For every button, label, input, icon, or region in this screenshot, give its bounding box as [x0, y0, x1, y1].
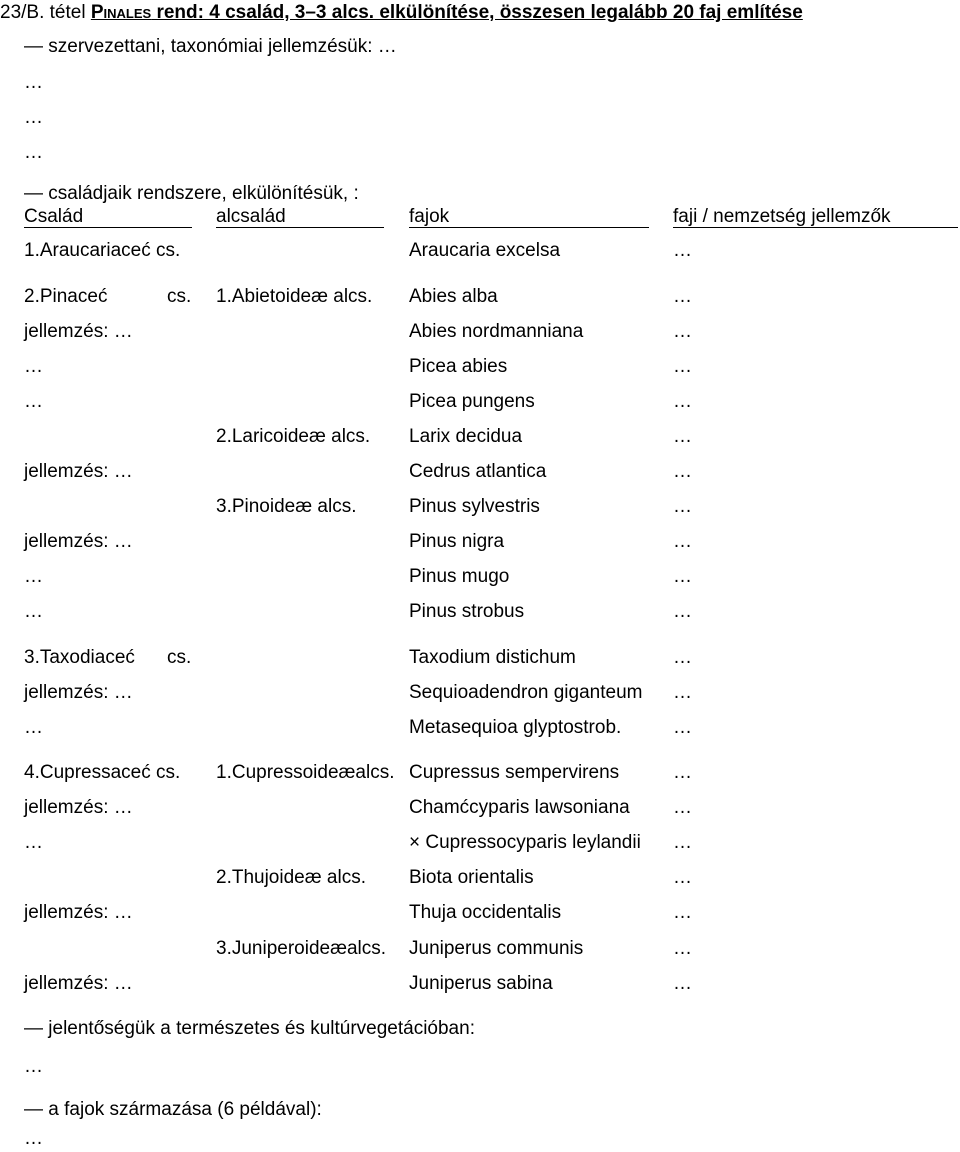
ellipsis-line: … [24, 1056, 43, 1077]
table-row [0, 832, 960, 854]
species-cell: Pinus strobus [409, 601, 525, 622]
family-cell: jellemzés: … [24, 902, 133, 923]
family-cell: … [24, 566, 43, 587]
species-cell: Cupressus sempervirens [409, 762, 620, 783]
family-cell: jellemzés: … [24, 682, 133, 703]
table-row [0, 286, 960, 308]
table-row [0, 867, 960, 889]
table-row [0, 531, 960, 553]
traits-cell: … [673, 797, 692, 818]
species-cell: × Cupressocyparis leylandii [409, 832, 641, 853]
table-row [0, 496, 960, 518]
subfamily-cell: 2.Laricoideæ alcs. [216, 426, 371, 447]
subfamily-cell: 3.Pinoideæ alcs. [216, 496, 357, 517]
table-row [0, 682, 960, 704]
species-cell: Pinus nigra [409, 531, 505, 552]
family-cell: … [24, 717, 43, 738]
family-rank-cell: cs. [167, 286, 192, 307]
traits-cell: … [673, 832, 692, 853]
traits-cell: … [673, 496, 692, 517]
table-row [0, 321, 960, 343]
species-cell: Cedrus atlantica [409, 461, 547, 482]
table-row [0, 566, 960, 588]
family-cell: … [24, 601, 43, 622]
traits-cell: … [673, 240, 692, 261]
page-title [0, 2, 803, 24]
family-cell: 2.Pinaceć [24, 286, 108, 307]
subfamily-cell: 1.Cupressoideæalcs. [216, 762, 395, 783]
section-org: — szervezettani, taxonómiai jellemzésük: … [24, 36, 397, 57]
traits-cell: … [673, 321, 692, 342]
subfamily-cell: 1.Abietoideæ alcs. [216, 286, 373, 307]
traits-cell: … [673, 867, 692, 888]
traits-cell: … [673, 531, 692, 552]
title-order-name: Pinales [90, 2, 152, 23]
species-cell: Sequioadendron giganteum [409, 682, 643, 703]
traits-cell: … [673, 356, 692, 377]
species-cell: Picea pungens [409, 391, 535, 412]
section-importance: — jelentőségük a természetes és kultúrvegetációban: [24, 1018, 475, 1039]
species-cell: Juniperus communis [409, 938, 584, 959]
family-cell: jellemzés: … [24, 531, 133, 552]
table-row [0, 647, 960, 669]
ellipsis-line: … [24, 72, 43, 93]
header-traits: faji / nemzetség jellemzők [673, 206, 958, 228]
ellipsis-line: … [24, 107, 43, 128]
table-row [0, 356, 960, 378]
family-cell: … [24, 356, 43, 377]
family-cell: 1.Araucariaceć cs. [24, 240, 181, 261]
table-row [0, 240, 960, 262]
species-cell: Thuja occidentalis [409, 902, 562, 923]
traits-cell: … [673, 902, 692, 923]
species-cell: Biota orientalis [409, 867, 534, 888]
header-subfamily: alcsalád [216, 206, 384, 228]
species-cell: Chamćcyparis lawsoniana [409, 797, 630, 818]
species-cell: Abies alba [409, 286, 498, 307]
species-cell: Araucaria excelsa [409, 240, 561, 261]
species-cell: Larix decidua [409, 426, 523, 447]
family-cell: 3.Taxodiaceć [24, 647, 135, 668]
family-rank-cell: cs. [167, 647, 192, 668]
traits-cell: … [673, 717, 692, 738]
title-prefix: 23/B. tétel [0, 2, 91, 23]
traits-cell: … [673, 938, 692, 959]
species-cell: Metasequioa glyptostrob. [409, 717, 622, 738]
subfamily-cell: 2.Thujoideæ alcs. [216, 867, 366, 888]
table-row [0, 601, 960, 623]
table-row [0, 973, 960, 995]
species-cell: Picea abies [409, 356, 508, 377]
ellipsis-line: … [24, 142, 43, 163]
traits-cell: … [673, 461, 692, 482]
section-families: — családjaik rendszere, elkülönítésük, : [24, 183, 359, 204]
traits-cell: … [673, 426, 692, 447]
table-row [0, 902, 960, 924]
table-header [0, 206, 960, 228]
family-cell: … [24, 391, 43, 412]
traits-cell: … [673, 647, 692, 668]
title-rest: rend: 4 család, 3–3 alcs. elkülönítése, összesen legalább 20 faj említése [151, 2, 803, 23]
species-cell: Taxodium distichum [409, 647, 576, 668]
traits-cell: … [673, 601, 692, 622]
traits-cell: … [673, 566, 692, 587]
family-cell: jellemzés: … [24, 797, 133, 818]
header-family: Család [24, 206, 192, 228]
header-species: fajok [409, 206, 649, 228]
family-cell: jellemzés: … [24, 461, 133, 482]
table-row [0, 717, 960, 739]
family-cell: 4.Cupressaceć cs. [24, 762, 181, 783]
section-origin: — a fajok származása (6 példával): [24, 1099, 322, 1120]
subfamily-cell: 3.Juniperoideæalcs. [216, 938, 387, 959]
traits-cell: … [673, 391, 692, 412]
table-row [0, 762, 960, 784]
table-row [0, 426, 960, 448]
table-row [0, 938, 960, 960]
traits-cell: … [673, 973, 692, 994]
traits-cell: … [673, 762, 692, 783]
family-cell: jellemzés: … [24, 973, 133, 994]
species-cell: Pinus mugo [409, 566, 510, 587]
traits-cell: … [673, 286, 692, 307]
species-cell: Pinus sylvestris [409, 496, 540, 517]
table-row [0, 797, 960, 819]
species-cell: Juniperus sabina [409, 973, 553, 994]
ellipsis-line: … [24, 1128, 43, 1149]
table-row [0, 461, 960, 483]
family-cell: jellemzés: … [24, 321, 133, 342]
family-cell: … [24, 832, 43, 853]
species-cell: Abies nordmanniana [409, 321, 584, 342]
traits-cell: … [673, 682, 692, 703]
table-row [0, 391, 960, 413]
